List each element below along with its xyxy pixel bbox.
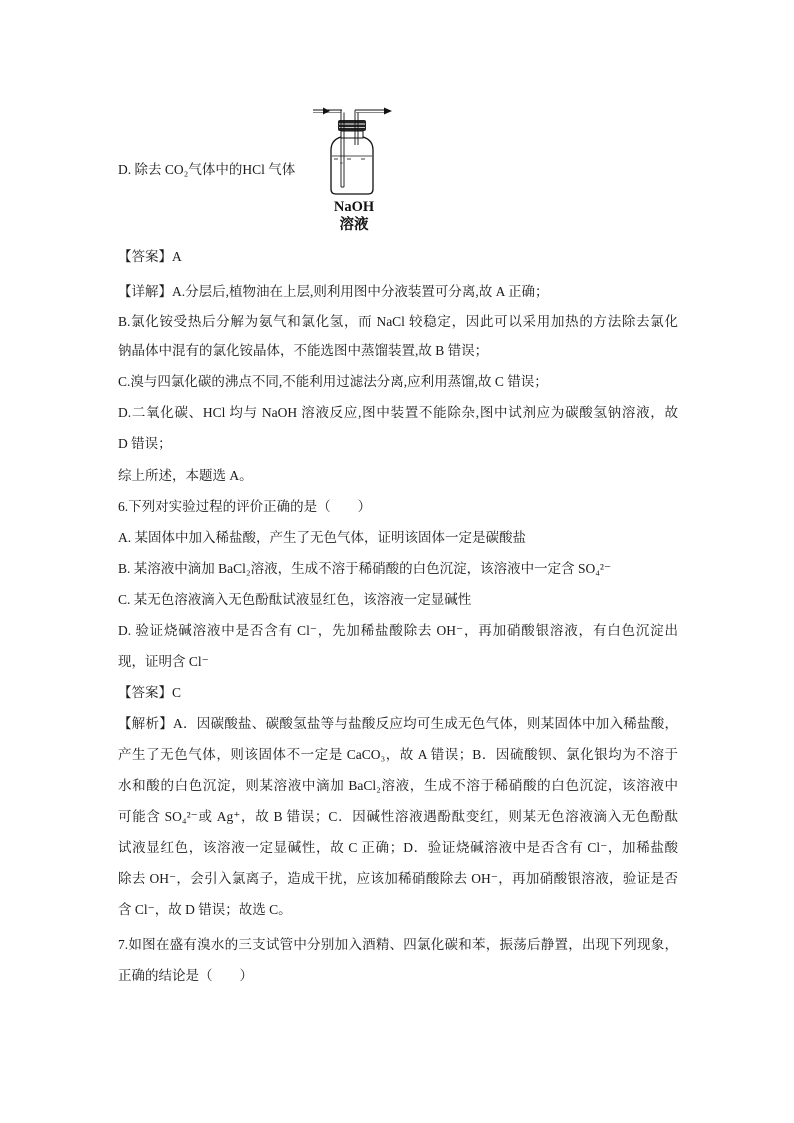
q5-answer: 【答案】A <box>118 249 182 264</box>
inlet-arrow-icon <box>323 108 330 115</box>
q5-explanation-line: 钠晶体中混有的氯化铵晶体，不能选图中蒸馏装置,故 B 错误； <box>118 343 489 358</box>
gas-washing-bottle-diagram <box>305 101 400 201</box>
q5-summary: 综上所述，本题选 A。 <box>118 468 253 483</box>
q5-explanation-line: 【详解】A.分层后,植物油在上层,则利用图中分液装置可分离,故 A 正确； <box>118 284 549 299</box>
q6-analysis-line: 除去 OH⁻，会引入氯离子，造成干扰，应该加稀硝酸除去 OH⁻，再加硝酸银溶液，验证是否 <box>118 871 678 886</box>
q6-stem: 6.下列对实验过程的评价正确的是（ ） <box>118 499 372 514</box>
outlet-arrow-icon <box>384 108 392 115</box>
q6-analysis-line: 可能含 SO₄²⁻或 Ag⁺，故 B 错误；C．因碱性溶液遇酚酞变红，则某无色溶液滴入无色酚酞 <box>118 809 678 824</box>
q6-analysis-line: 【解析】A．因碳酸盐、碳酸氢盐等与盐酸反应均可生成无色气体，则某固体中加入稀盐酸， <box>118 716 678 731</box>
q5-explanation-line: D.二氧化碳、HCl 均与 NaOH 溶液反应,图中装置不能除杂,图中试剂应为碳酸氢钠溶液，故 <box>118 405 678 420</box>
q6-analysis-line: 水和酸的白色沉淀，则某溶液中滴加 BaCl₂溶液，生成不溶于稀硝酸的白色沉淀，该溶液中 <box>118 778 678 793</box>
q7-stem-continued: 正确的结论是（ ） <box>118 968 253 983</box>
reagent-label-naoh: NaOH <box>333 199 375 215</box>
q7-stem: 7.如图在盛有溴水的三支试管中分别加入酒精、四氯化碳和苯，振荡后静置，出现下列现象， <box>118 937 678 952</box>
stopper <box>338 120 366 131</box>
q6-option-d: D. 验证烧碱溶液中是否含有 Cl⁻，先加稀盐酸除去 OH⁻，再加硝酸银溶液，有白色沉淀出 <box>118 623 678 638</box>
q6-option-b: B. 某溶液中滴加 BaCl₂溶液，生成不溶于稀硝酸的白色沉淀，该溶液中一定含 SO₄²⁻ <box>118 561 612 576</box>
q5-explanation-line: C.溴与四氯化碳的沸点不同,不能利用过滤法分离,应利用蒸馏,故 C 错误； <box>118 374 548 389</box>
q6-analysis-line: 试液显红色，该溶液一定显碱性，故 C 正确；D．验证烧碱溶液中是否含有 Cl⁻，加稀盐酸 <box>118 840 678 855</box>
q6-option-a: A. 某固体中加入稀盐酸，产生了无色气体，证明该固体一定是碳酸盐 <box>118 530 526 545</box>
q6-answer: 【答案】C <box>118 685 182 700</box>
q6-option-c: C. 某无色溶液滴入无色酚酞试液显红色，该溶液一定显碱性 <box>118 592 472 607</box>
reagent-label-solution: 溶液 <box>339 217 369 233</box>
outlet-tube <box>355 110 385 113</box>
q5-option-d: D. 除去 CO₂气体中的HCl 气体 <box>118 162 296 177</box>
q6-option-d-continued: 现，证明含 Cl⁻ <box>118 654 209 669</box>
q6-analysis-line: 含 Cl⁻，故 D 错误；故选 C。 <box>118 902 292 917</box>
bottle-body <box>331 137 373 194</box>
q5-explanation-line: D 错误； <box>118 436 172 451</box>
q6-analysis-line: 产生了无色气体，则该固体不一定是 CaCO₃，故 A 错误；B．因硫酸钡、氯化银均为不溶于 <box>118 747 678 762</box>
q5-explanation-line: B.氯化铵受热后分解为氨气和氯化氢，而 NaCl 较稳定，因此可以采用加热的方法除去氯化 <box>118 314 678 329</box>
